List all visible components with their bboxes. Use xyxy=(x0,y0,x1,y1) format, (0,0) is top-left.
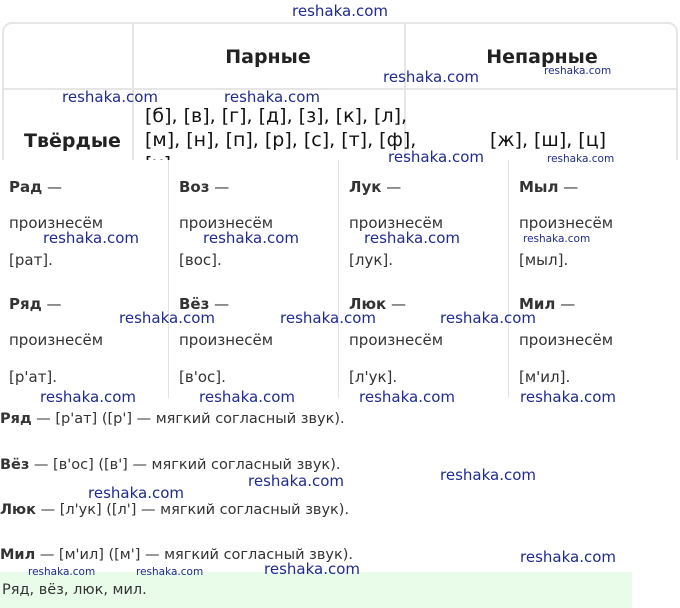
grid-verb: произнесём xyxy=(9,331,104,349)
watermark: reshaka.com xyxy=(119,309,215,327)
grid-transcription: [лук]. xyxy=(349,251,393,269)
watermark: reshaka.com xyxy=(359,388,455,406)
watermark: reshaka.com xyxy=(544,65,612,77)
grid-transcription: [р'ат]. xyxy=(9,368,58,386)
explanation-line: Ряд — [р'ат] ([р'] — мягкий согласный звук). xyxy=(0,411,345,427)
grid-transcription: [рат]. xyxy=(9,251,53,269)
watermark: reshaka.com xyxy=(383,68,479,86)
watermark: reshaka.com xyxy=(40,388,136,406)
watermark: reshaka.com xyxy=(28,566,96,578)
row-label-hard: Твёрдые xyxy=(24,130,121,152)
grid-transcription: [вос]. xyxy=(179,251,222,269)
grid-verb: произнесём xyxy=(349,214,444,232)
watermark: reshaka.com xyxy=(199,388,295,406)
grid-divider-1 xyxy=(168,160,169,398)
header-unpaired: Непарные xyxy=(486,46,598,68)
watermark: reshaka.com xyxy=(264,560,360,578)
grid-transcription: [мыл]. xyxy=(519,251,569,269)
grid-transcription: [л'ук]. xyxy=(349,368,398,386)
grid-word-vyoz: Вёз — xyxy=(179,295,230,313)
watermark: reshaka.com xyxy=(440,309,536,327)
grid-verb: произнесём xyxy=(519,331,614,349)
grid-verb: произнесём xyxy=(349,331,444,349)
grid-verb: произнесём xyxy=(9,214,104,232)
watermark: reshaka.com xyxy=(62,88,158,106)
watermark: reshaka.com xyxy=(136,566,204,578)
grid-word-luk: Лук — xyxy=(349,178,402,196)
watermark: reshaka.com xyxy=(280,309,376,327)
watermark: reshaka.com xyxy=(203,229,299,247)
grid-word-lyuk: Люк — xyxy=(349,295,407,313)
watermark: reshaka.com xyxy=(224,88,320,106)
grid-word-mil: Мил — xyxy=(519,295,576,313)
watermark: reshaka.com xyxy=(520,388,616,406)
header-paired: Парные xyxy=(225,46,311,68)
watermark: reshaka.com xyxy=(364,229,460,247)
watermark: reshaka.com xyxy=(440,466,536,484)
explanation-line: Люк — [л'ук] ([л'] — мягкий согласный звук). xyxy=(0,502,350,518)
explanation-line: Вёз — [в'ос] ([в'] — мягкий согласный звук). xyxy=(0,457,341,473)
paired-hard-line1: [б], [в], [г], [д], [з], [к], [л], xyxy=(145,105,408,127)
watermark: reshaka.com xyxy=(523,233,591,245)
grid-word-voz: Воз — xyxy=(179,178,230,196)
grid-transcription: [в'ос]. xyxy=(179,368,226,386)
watermark: reshaka.com xyxy=(547,153,615,165)
grid-word-ryad: Ряд — xyxy=(9,295,62,313)
watermark: reshaka.com xyxy=(248,472,344,490)
grid-verb: произнесём xyxy=(179,331,274,349)
grid-word-myl: Мыл — xyxy=(519,178,579,196)
unpaired-hard: [ж], [ш], [ц] xyxy=(490,129,607,151)
grid-word-rad: Рад — xyxy=(9,178,63,196)
watermark: reshaka.com xyxy=(388,148,484,166)
grid-verb: произнесём xyxy=(519,214,614,232)
grid-transcription: [м'ил]. xyxy=(519,368,571,386)
grid-divider-2 xyxy=(338,160,339,398)
grid-verb: произнесём xyxy=(179,214,274,232)
answer-text: Ряд, вёз, люк, мил. xyxy=(2,582,147,598)
watermark: reshaka.com xyxy=(520,548,616,566)
paired-hard-line2: [м], [н], [п], [р], [с], [т], [ф], xyxy=(145,129,417,151)
watermark: reshaka.com xyxy=(43,229,139,247)
explanation-line: Мил — [м'ил] ([м'] — мягкий согласный звук). xyxy=(0,547,353,563)
watermark: reshaka.com xyxy=(88,484,184,502)
site-watermark-top[interactable]: reshaka.com xyxy=(292,2,388,20)
grid-divider-3 xyxy=(508,160,509,398)
